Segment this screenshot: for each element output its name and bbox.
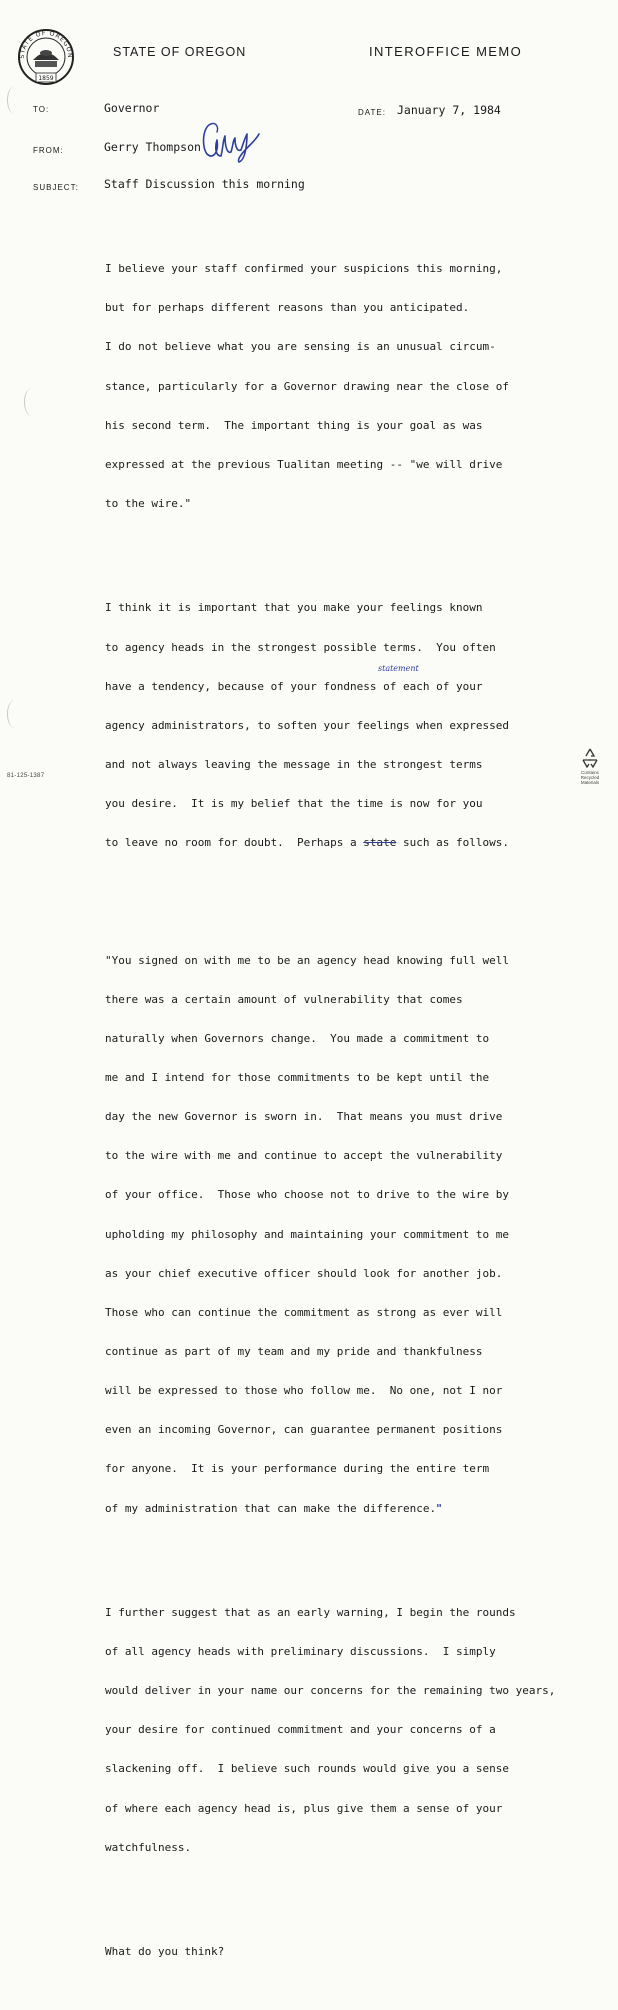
body-line-part: such as follows. xyxy=(396,836,509,850)
body-line: for anyone. It is your performance during the entire term xyxy=(105,1462,490,1476)
subject-label: SUBJECT: xyxy=(33,183,79,192)
body-line: even an incoming Governor, can guarantee permanent positions xyxy=(105,1423,503,1437)
body-line: as your chief executive officer should look for another job. xyxy=(105,1266,503,1280)
recycle-icon xyxy=(579,747,601,769)
body-line: upholding my philosophy and maintaining your commitment to me xyxy=(105,1227,509,1241)
subject-value: Staff Discussion this morning xyxy=(104,177,305,191)
body-line: to agency heads in the strongest possible terms. You often xyxy=(105,640,496,654)
handwritten-close-quote: " xyxy=(436,1501,442,1515)
date-label: DATE: xyxy=(358,108,386,117)
header-memo-type: INTEROFFICE MEMO xyxy=(369,44,523,59)
body-line: and not always leaving the message in the strongest terms xyxy=(105,757,483,771)
paragraph-5 xyxy=(105,1919,610,1984)
body-line: your desire for continued commitment and your concerns of a xyxy=(105,1723,496,1737)
body-line: I further suggest that as an early warning, I begin the rounds xyxy=(105,1605,516,1619)
body-line: his second term. The important thing is your goal as was xyxy=(105,418,483,432)
struck-word: state xyxy=(363,836,397,850)
body-line: I believe your staff confirmed your suspicions this morning, xyxy=(105,262,503,276)
body-line: I think it is important that you make your feelings known xyxy=(105,601,483,615)
to-value: Governor xyxy=(104,101,160,115)
body-line: continue as part of my team and my pride and thankfulness xyxy=(105,1344,483,1358)
punch-hole xyxy=(24,388,39,416)
body-line: have a tendency, because of your fondness of each of your xyxy=(105,679,483,693)
paragraph-1 xyxy=(105,236,610,536)
body-line: to the wire." xyxy=(105,497,192,511)
handwritten-insertion: statement xyxy=(378,664,419,674)
body-line: will be expressed to those who follow me. No one, not I nor xyxy=(105,1384,503,1398)
body-line xyxy=(105,1502,610,1515)
body-line: of all agency heads with preliminary discussions. I simply xyxy=(105,1645,496,1659)
body-line: stance, particularly for a Governor drawing near the close of xyxy=(105,379,509,393)
seal-year: 1859 xyxy=(38,75,54,82)
body-line: agency administrators, to soften your feelings when expressed xyxy=(105,718,509,732)
header-state: STATE OF OREGON xyxy=(113,45,247,59)
body-line: there was a certain amount of vulnerability that comes xyxy=(105,992,463,1006)
body-line-part: of my administration that can make the difference. xyxy=(105,1501,437,1515)
body-line: of where each agency head is, plus give them a sense of your xyxy=(105,1801,503,1815)
from-value: Gerry Thompson xyxy=(104,140,201,154)
body-line: you desire. It is my belief that the time is now for you xyxy=(105,797,483,811)
body-line: Those who can continue the commitment as strong as ever will xyxy=(105,1305,503,1319)
recycled-label: Contains Recycled Materials xyxy=(580,770,600,785)
body-line: naturally when Governors change. You made a commitment to xyxy=(105,1031,490,1045)
form-number: 81-125-1387 xyxy=(7,773,45,779)
date-value: January 7, 1984 xyxy=(397,103,501,117)
body-line: slackening off. I believe such rounds would give you a sense xyxy=(105,1762,509,1776)
body-line: What do you think? xyxy=(105,1945,225,1959)
body-line: watchfulness. xyxy=(105,1840,192,1854)
body-line: day the new Governor is sworn in. That means you must drive xyxy=(105,1110,503,1124)
body-line: to the wire with me and continue to accept the vulnerability xyxy=(105,1149,503,1163)
to-label: TO: xyxy=(33,105,50,114)
body-line: I do not believe what you are sensing is an unusual circum- xyxy=(105,340,496,354)
signature-icon xyxy=(199,116,261,166)
paragraph-3 xyxy=(105,927,610,1540)
body-line-part: to leave no room for doubt. Perhaps a xyxy=(105,836,364,850)
state-seal-icon xyxy=(17,28,75,86)
body-line: but for perhaps different reasons than you anticipated. xyxy=(105,301,470,315)
from-label: FROM: xyxy=(33,146,64,155)
punch-hole xyxy=(7,700,22,728)
punch-hole xyxy=(7,86,22,114)
body-line: expressed at the previous Tualitan meeting -- "we will drive xyxy=(105,457,503,471)
paragraph-2 xyxy=(105,575,610,888)
seal-text: STATE OF OREGON xyxy=(18,29,74,59)
body-line: me and I intend for those commitments to be kept until the xyxy=(105,1071,490,1084)
body-line: "You signed on with me to be an agency head knowing full well xyxy=(105,953,509,967)
paragraph-4 xyxy=(105,1580,610,1880)
memo-body xyxy=(105,210,610,2010)
body-line xyxy=(105,836,610,849)
body-line: would deliver in your name our concerns for the remaining two years, xyxy=(105,1684,556,1698)
body-line: of your office. Those who choose not to drive to the wire by xyxy=(105,1188,509,1202)
